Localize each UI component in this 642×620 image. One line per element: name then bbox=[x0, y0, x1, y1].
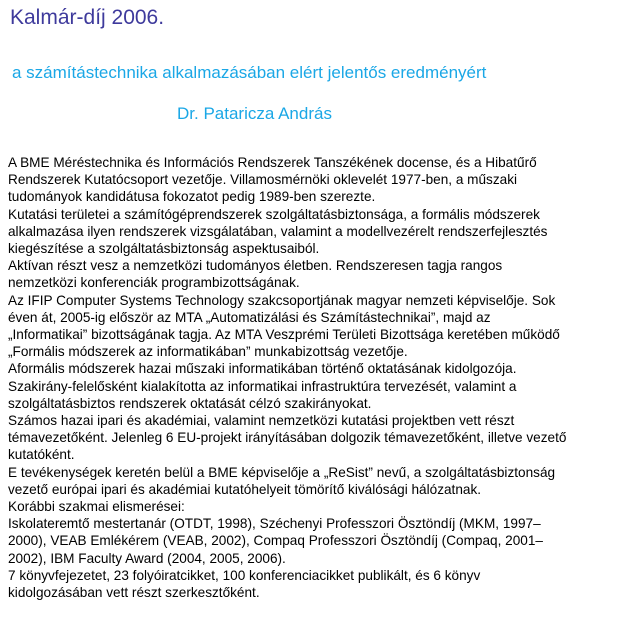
bio-line: nemzetközi konferenciák programbizottságának. bbox=[8, 275, 300, 291]
bio-line: tudományok kandidátusa fokozatot pedig 1989-ben szerezte. bbox=[8, 189, 376, 205]
page-title: Kalmár-díj 2006. bbox=[10, 6, 165, 29]
bio-line: vezető európai ipari és akadémiai kutatóhelyeit tömörítő kiválósági hálózatnak. bbox=[8, 481, 482, 497]
bio-line: Iskolateremtő mestertanár (OTDT, 1998), Széchenyi Professzori Ösztöndíj (MKM, 1997– bbox=[8, 516, 541, 532]
bio-line: Kutatási területei a számítógéprendszerek szolgáltatásbiztonsága, a formális módszerek bbox=[8, 206, 540, 222]
bio-line: kutatóként. bbox=[8, 447, 75, 463]
bio-line: éven át, 2005-ig először az MTA „Automatizálási és Számítástechnikai”, majd az bbox=[8, 309, 491, 325]
award-subtitle: a számítástechnika alkalmazásában elért jelentős eredményért bbox=[12, 63, 487, 82]
bio-line: 2002), IBM Faculty Award (2004, 2005, 2006). bbox=[8, 550, 286, 566]
bio-line: „Informatikai” bizottságának tagja. Az MTA Veszprémi Területi Bizottsága keretében működő bbox=[8, 327, 560, 343]
bio-line: Szakirány-felelősként kialakította az informatikai infrastruktúra tervezését, valamint a bbox=[8, 378, 517, 394]
bio-line: Az IFIP Computer Systems Technology szakcsoportjának magyar nemzeti képviselője. Sok bbox=[8, 292, 556, 308]
bio-line: alkalmazása ilyen rendszerek vizsgálatában, valamint a modellvezérelt rendszerfejlesztés bbox=[8, 223, 548, 239]
bio-line: 7 könyvfejezetet, 23 folyóiratcikket, 100 konferenciacikket publikált, és 6 könyv bbox=[8, 567, 481, 583]
biography-text bbox=[8, 154, 628, 601]
bio-line: témavezetőként. Jelenleg 6 EU-projekt irányításában dolgozik témavezetőként, illetve vezető bbox=[8, 430, 567, 446]
bio-line: „Formális módszerek az informatikában” munkabizottság vezetője. bbox=[8, 344, 408, 360]
bio-line: szolgáltatásbiztos rendszerek oktatását célzó szakirányokat. bbox=[8, 395, 372, 411]
bio-line: A BME Méréstechnika és Információs Rendszerek Tanszékének docense, és a Hibatűrő bbox=[8, 155, 537, 170]
bio-line: Számos hazai ipari és akadémiai, valamint nemzetközi kutatási projektben vett részt bbox=[8, 413, 515, 429]
bio-line: Korábbi szakmai elismerései: bbox=[8, 499, 185, 515]
bio-line: kidolgozásában vett részt szerkesztőként. bbox=[8, 585, 260, 601]
bio-line: 2000), VEAB Emlékérem (VEAB, 2002), Compaq Professzori Ösztöndíj (Compaq, 2001– bbox=[8, 533, 543, 549]
author-name: Dr. Pataricza András bbox=[177, 104, 332, 123]
bio-line: Rendszerek Kutatócsoport vezetője. Villamosmérnöki oklevelét 1977-ben, a műszaki bbox=[8, 172, 518, 188]
bio-line: Aformális módszerek hazai műszaki informatikában történő oktatásának kidolgozója. bbox=[8, 361, 517, 377]
bio-line: E tevékenységek keretén belül a BME képviselője a „ReSist” nevű, a szolgáltatásbiztonság bbox=[8, 464, 556, 480]
bio-line: kiegészítése a szolgáltatásbiztonság aspektusaiból. bbox=[8, 241, 320, 257]
bio-line: Aktívan részt vesz a nemzetközi tudományos életben. Rendszeresen tagja rangos bbox=[8, 258, 503, 274]
